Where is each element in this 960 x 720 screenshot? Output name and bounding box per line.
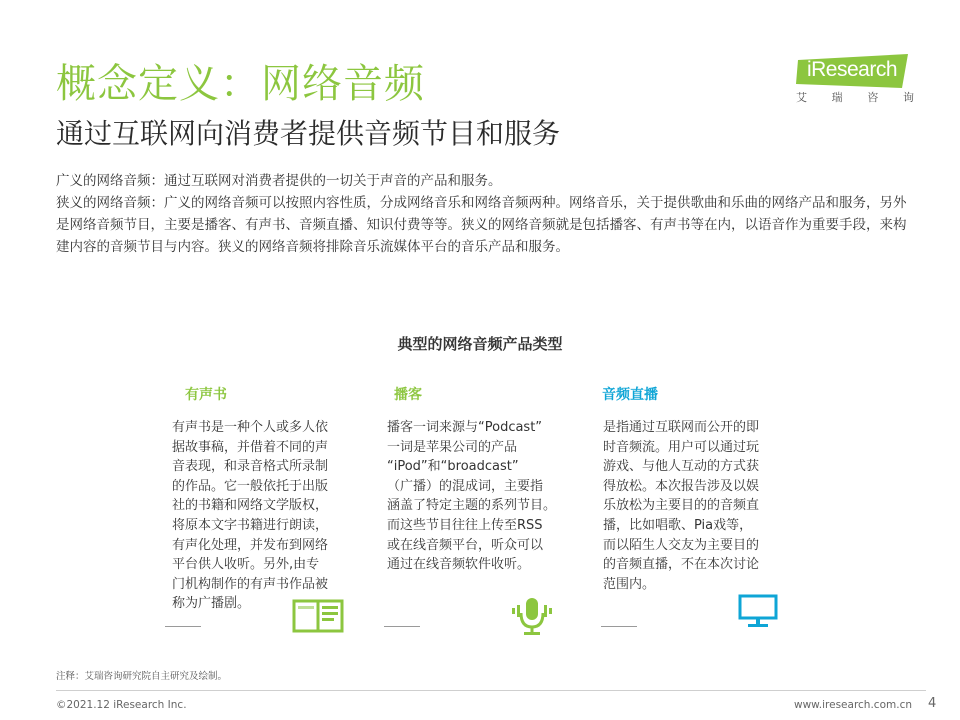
card-line: 或在线音频平台，听众可以 bbox=[387, 537, 544, 553]
card-divider bbox=[165, 626, 201, 627]
card-body-podcast bbox=[387, 418, 563, 575]
card-line: 乐放松为主要目的的音频直 bbox=[603, 498, 760, 514]
card-body-audiobook bbox=[172, 418, 348, 614]
logo-brand-text: iResearch bbox=[806, 58, 898, 81]
card-line: 播，比如唱歌、Pia戏等， bbox=[603, 517, 753, 533]
card-line: 通过在线音频软件收听。 bbox=[387, 557, 531, 573]
card-line: 而这些节目往往上传至RSS bbox=[387, 517, 543, 533]
card-title-audio-live: 音频直播 bbox=[602, 387, 658, 403]
card-line: 有声化处理，并发布到网络 bbox=[172, 537, 329, 553]
card-line: “iPod”和“broadcast” bbox=[387, 459, 519, 475]
card-line: 游戏、与他人互动的方式获 bbox=[603, 459, 760, 475]
card-line: 的音频直播，不在本次讨论 bbox=[603, 557, 760, 573]
card-body-audio-live bbox=[603, 418, 779, 594]
card-line: 门机构制作的有声书作品被 bbox=[172, 576, 329, 592]
card-line: 播客一词来源与“Podcast” bbox=[387, 420, 543, 435]
card-line: 时音频流。用户可以通过玩 bbox=[603, 439, 760, 455]
copyright: ©2021.12 iResearch Inc. bbox=[56, 699, 187, 711]
card-title-audiobook: 有声书 bbox=[185, 387, 227, 403]
logo-char: 瑞 bbox=[831, 91, 843, 104]
card-line: 范围内。 bbox=[603, 576, 656, 592]
card-line: 的作品。它一般依托于出版 bbox=[172, 478, 329, 494]
iresearch-logo bbox=[790, 46, 920, 108]
card-line: 将原本文字书籍进行朗读， bbox=[172, 517, 329, 533]
card-line: 一词是苹果公司的产品 bbox=[387, 439, 518, 455]
footnote: 注释：艾瑞咨询研究院自主研究及绘制。 bbox=[56, 671, 228, 682]
card-divider bbox=[384, 626, 420, 627]
footer-divider bbox=[56, 690, 926, 691]
card-line: 得放松。本次报告涉及以娱 bbox=[603, 478, 760, 494]
website-link[interactable]: www.iresearch.com.cn bbox=[793, 699, 912, 711]
card-line: 是指通过互联网而公开的即 bbox=[603, 420, 760, 435]
page-number: 4 bbox=[928, 696, 937, 711]
logo-char: 咨 bbox=[867, 91, 879, 104]
section-title: 典型的网络音频产品类型 bbox=[397, 335, 563, 353]
card-line: 社的书籍和网络文学版权， bbox=[172, 498, 329, 514]
book-icon bbox=[292, 598, 344, 634]
page-subtitle: 通过互联网向消费者提供音频节目和服务 bbox=[56, 117, 561, 150]
monitor-icon bbox=[738, 594, 778, 630]
definition-text bbox=[56, 170, 908, 258]
card-line: 而以陌生人交友为主要目的 bbox=[603, 537, 760, 553]
page-title: 概念定义：网络音频 bbox=[56, 61, 425, 107]
card-line: 据故事稿，并借着不同的声 bbox=[172, 439, 329, 455]
logo-chinese-name bbox=[796, 91, 914, 105]
card-line: 平台供人收听。另外,由专 bbox=[172, 557, 320, 573]
card-line: 有声书是一种个人或多人依 bbox=[172, 420, 329, 435]
card-divider bbox=[601, 626, 637, 627]
card-title-podcast: 播客 bbox=[394, 387, 422, 403]
broad-definition: 广义的网络音频：通过互联网对消费者提供的一切关于声音的产品和服务。 bbox=[56, 173, 502, 189]
microphone-icon bbox=[510, 596, 554, 636]
card-line: 涵盖了特定主题的系列节目。 bbox=[387, 498, 557, 514]
card-line: 音表现，和录音格式所录制 bbox=[172, 459, 329, 475]
logo-char: 艾 bbox=[796, 91, 807, 104]
card-line: 称为广播剧。 bbox=[172, 596, 251, 612]
narrow-definition: 狭义的网络音频：广义的网络音频可以按照内容性质，分成网络音乐和网络音频两种。网络音乐，关于提供歌曲和乐曲的网络产品和服务，另外是网络音频节目，主要是播客、有声书、音频直播、知识付费等等。狭义的网络音频就是包括播客、有声书等在内，以语音作为重要手段，来构建内容的音频节目与内容。狭义的网络音频将排除音乐流媒体平台的音乐产品和服务。 bbox=[56, 195, 907, 255]
card-line: （广播）的混成词，主要指 bbox=[387, 478, 544, 494]
logo-char: 询 bbox=[902, 91, 914, 104]
